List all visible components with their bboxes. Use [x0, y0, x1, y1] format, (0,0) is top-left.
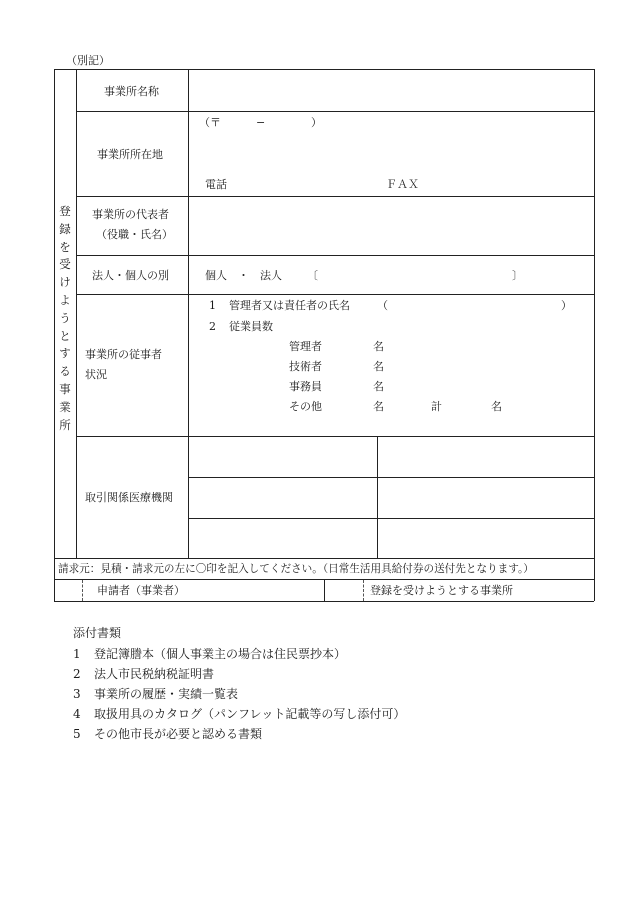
entity-bracket-open: 〔 — [307, 269, 318, 282]
vertical-label-divider — [76, 69, 77, 558]
office-name-label: 事業所名称 — [104, 85, 159, 98]
role-clerk-count-field[interactable] — [334, 377, 370, 395]
staff-item-number: 2 — [209, 320, 216, 333]
role-manager-unit: 名 — [373, 340, 384, 353]
total-count-field[interactable] — [446, 397, 486, 415]
billing-option-applicant: 申請者（事業者） — [97, 584, 185, 597]
role-manager-count-field[interactable] — [334, 337, 370, 355]
applicant-mark-field[interactable] — [55, 580, 81, 601]
attachment-number: 1 — [73, 647, 81, 661]
entity-type-options[interactable]: 個人 ・ 法人 — [205, 269, 282, 282]
role-other-count-field[interactable] — [334, 397, 370, 415]
entity-detail-field[interactable] — [320, 262, 510, 288]
employee-count-label: 従業員数 — [229, 320, 273, 333]
medical-institution-field[interactable] — [189, 478, 376, 517]
staff-item-number: 1 — [209, 299, 216, 312]
role-clerk-unit: 名 — [373, 380, 384, 393]
manager-name-label: 管理者又は責任者の氏名 — [229, 299, 350, 312]
entity-bracket-close: 〕 — [512, 269, 523, 282]
fax-label: ＦＡＸ — [386, 178, 419, 191]
role-technician-count-field[interactable] — [334, 357, 370, 375]
postal-close: ） — [311, 116, 322, 129]
attachment-number: 3 — [73, 687, 81, 701]
form-annex-note: （別記） — [66, 54, 110, 67]
billing-option-office: 登録を受けようとする事業所 — [370, 584, 513, 597]
vertical-label-char: る — [59, 364, 71, 379]
medical-institution-field[interactable] — [189, 519, 376, 557]
role-other-label: その他 — [289, 400, 322, 413]
table-border-bottom — [54, 601, 594, 602]
medical-institution-field[interactable] — [189, 437, 376, 476]
row-divider — [76, 294, 594, 295]
vertical-label-char: 受 — [59, 257, 71, 272]
vertical-label-char: と — [59, 328, 71, 343]
attachment-number: 4 — [73, 707, 81, 721]
medical-institution-field[interactable] — [378, 437, 593, 476]
office-name-field[interactable] — [189, 70, 593, 110]
total-label: 計 — [431, 400, 442, 413]
manager-name-paren-open: （ — [377, 299, 388, 312]
vertical-label-char: を — [59, 239, 71, 254]
role-technician-unit: 名 — [373, 360, 384, 373]
total-unit: 名 — [491, 400, 502, 413]
vertical-label-char: う — [59, 310, 71, 325]
manager-name-paren-close: ） — [561, 299, 572, 312]
medical-institution-field[interactable] — [378, 519, 593, 557]
representative-field[interactable] — [189, 197, 593, 254]
attachment-item: 登記簿謄本（個人事業主の場合は住民票抄本） — [94, 647, 347, 661]
staff-label-sub: 状況 — [85, 368, 107, 381]
postal-dash: − — [256, 116, 266, 129]
medical-institutions-label: 取引関係医療機関 — [85, 491, 173, 504]
billing-note: 請求元：見積・請求元の左に〇印を記入してください。（日常生活用具給付券の送付先となります。） — [58, 563, 534, 575]
entity-type-label: 法人・個人の別 — [92, 269, 169, 282]
row-divider — [54, 558, 594, 559]
attachment-item: 事業所の履歴・実績一覧表 — [94, 687, 239, 701]
representative-label: 事業所の代表者 — [92, 208, 169, 221]
vertical-label-char: す — [59, 346, 71, 361]
vertical-label — [57, 203, 73, 434]
table-border-left — [54, 69, 55, 601]
applicant-mark-space — [82, 580, 83, 601]
role-manager-label: 管理者 — [289, 340, 322, 353]
vertical-label-char: よ — [59, 292, 71, 307]
medical-institution-field[interactable] — [378, 478, 593, 517]
vertical-label-char: 登 — [59, 204, 71, 218]
role-clerk-label: 事務員 — [289, 380, 322, 393]
vertical-label-char: 所 — [59, 417, 71, 432]
vertical-label-char: 業 — [59, 399, 71, 414]
attachment-item: その他市長が必要と認める書類 — [94, 727, 263, 741]
office-address-label: 事業所所在地 — [97, 148, 163, 161]
vertical-label-char: 録 — [59, 221, 71, 236]
table-border-right — [594, 69, 595, 601]
vertical-label-char: け — [59, 275, 71, 290]
postal-open: （〒 — [199, 116, 221, 129]
attachment-number: 5 — [73, 727, 81, 741]
vertical-label-text — [57, 203, 73, 434]
attachments-title: 添付書類 — [73, 626, 122, 640]
row-divider — [76, 255, 594, 256]
role-other-unit: 名 — [373, 400, 384, 413]
staff-label: 事業所の従事者 — [85, 348, 162, 361]
attachment-number: 2 — [73, 667, 81, 681]
manager-name-field[interactable] — [392, 296, 560, 314]
phone-label: 電話 — [205, 178, 227, 191]
representative-label-sub: （役職・氏名） — [96, 228, 173, 241]
vertical-label-char: 事 — [59, 381, 71, 396]
role-technician-label: 技術者 — [289, 360, 322, 373]
office-mark-space — [363, 580, 364, 601]
office-mark-field[interactable] — [325, 580, 362, 601]
attachment-item: 法人市民税納税証明書 — [94, 667, 215, 681]
attachment-item: 取扱用具のカタログ（パンフレット記載等の写し添付可） — [94, 707, 406, 721]
